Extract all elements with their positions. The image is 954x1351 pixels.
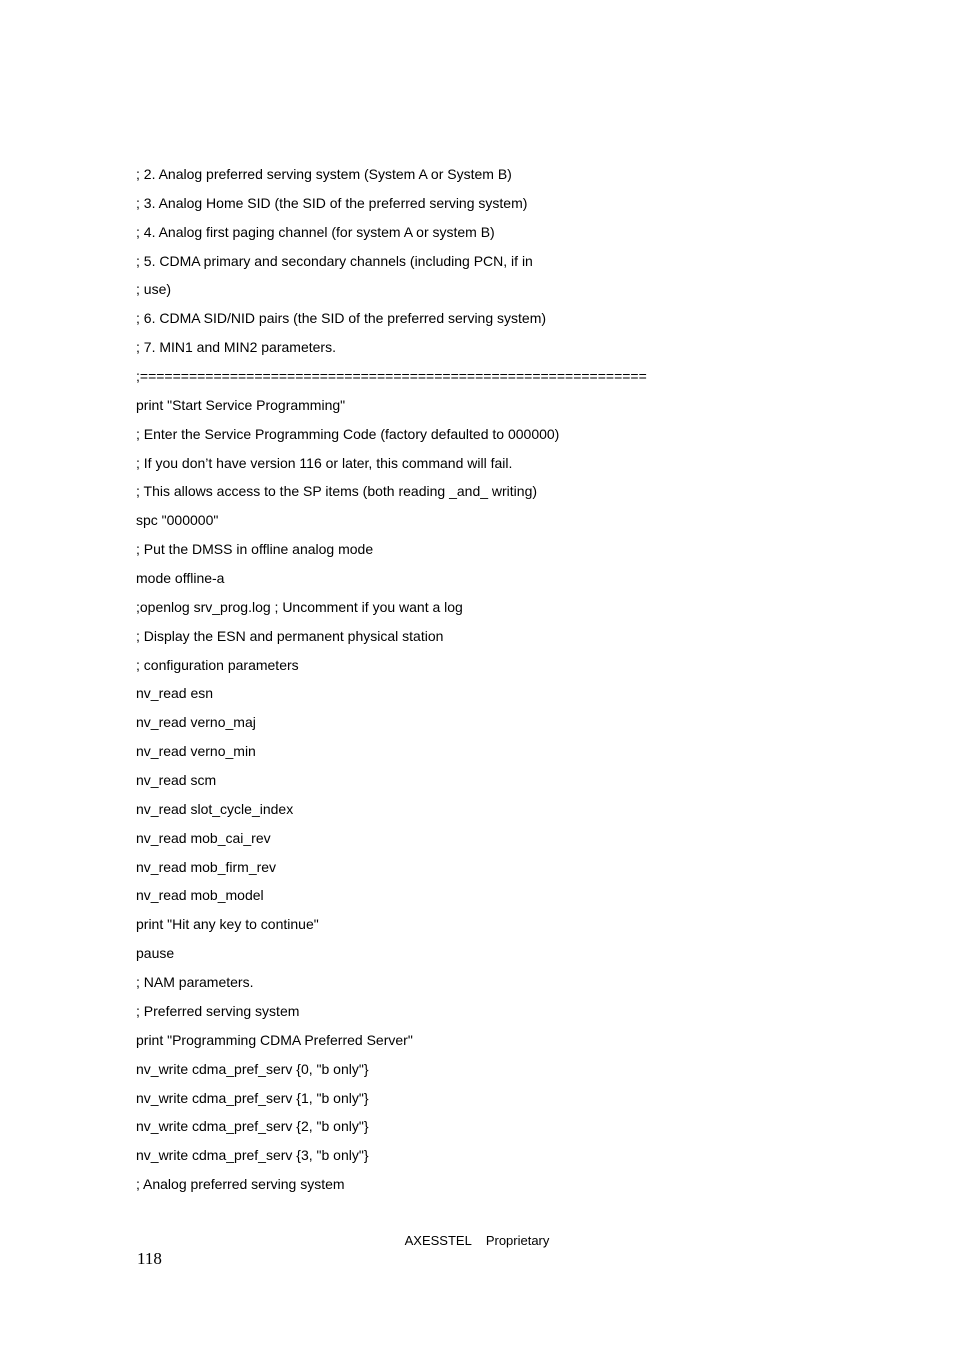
script-line: ; 5. CDMA primary and secondary channels (including PCN, if in [136,252,533,269]
script-line: ; use) [136,281,172,298]
script-line: nv_write cdma_pref_serv {1, "b only"} [136,1089,369,1106]
script-line: ; 7. MIN1 and MIN2 parameters. [136,339,336,356]
script-line: ; Analog preferred serving system [136,1176,345,1193]
script-line: ; 3. Analog Home SID (the SID of the preferred serving system) [136,194,528,211]
script-line: ; configuration parameters [136,656,299,673]
footer-label: Proprietary [485,1233,550,1248]
footer-company: AXESSTEL [404,1233,472,1248]
script-line: nv_write cdma_pref_serv {0, "b only"} [136,1060,369,1077]
script-line: spc "000000" [136,512,219,529]
page-number: 118 [137,1249,162,1268]
script-line: nv_write cdma_pref_serv {2, "b only"} [136,1118,369,1135]
script-line: nv_write cdma_pref_serv {3, "b only"} [136,1147,369,1164]
script-line: nv_read slot_cycle_index [136,800,294,817]
script-line: ; This allows access to the SP items (both reading _and_ writing) [136,483,538,500]
footer [0,1233,954,1248]
script-line: ;============================================================== [136,368,647,385]
script-line: ;openlog srv_prog.log ; Uncomment if you want a log [136,598,463,615]
script-line: ; 6. CDMA SID/NID pairs (the SID of the preferred serving system) [136,310,547,327]
script-line: ; Put the DMSS in offline analog mode [136,541,374,558]
script-line: ; If you don’t have version 116 or later, this command will fail. [136,454,513,471]
script-line: ; Enter the Service Programming Code (factory defaulted to 000000) [136,425,560,442]
script-line: nv_read scm [136,772,217,789]
script-line: mode offline-a [136,570,225,587]
script-line: nv_read esn [136,685,214,702]
script-line: nv_read mob_model [136,887,264,904]
script-line: print "Start Service Programming" [136,396,346,413]
script-line: nv_read mob_cai_rev [136,829,271,846]
script-line: ; 2. Analog preferred serving system (System A or System B) [136,166,512,182]
script-line: nv_read mob_firm_rev [136,858,277,875]
script-line: pause [136,945,175,962]
script-listing [136,160,836,1199]
script-line: ; 4. Analog first paging channel (for system A or system B) [136,223,495,240]
script-line: print "Programming CDMA Preferred Server" [136,1031,413,1048]
script-line: nv_read verno_min [136,743,256,760]
script-line: ; NAM parameters. [136,974,254,991]
script-line: print "Hit any key to continue" [136,916,319,933]
script-line: ; Preferred serving system [136,1002,300,1019]
script-line: ; Display the ESN and permanent physical station [136,627,444,644]
script-line: nv_read verno_maj [136,714,256,731]
